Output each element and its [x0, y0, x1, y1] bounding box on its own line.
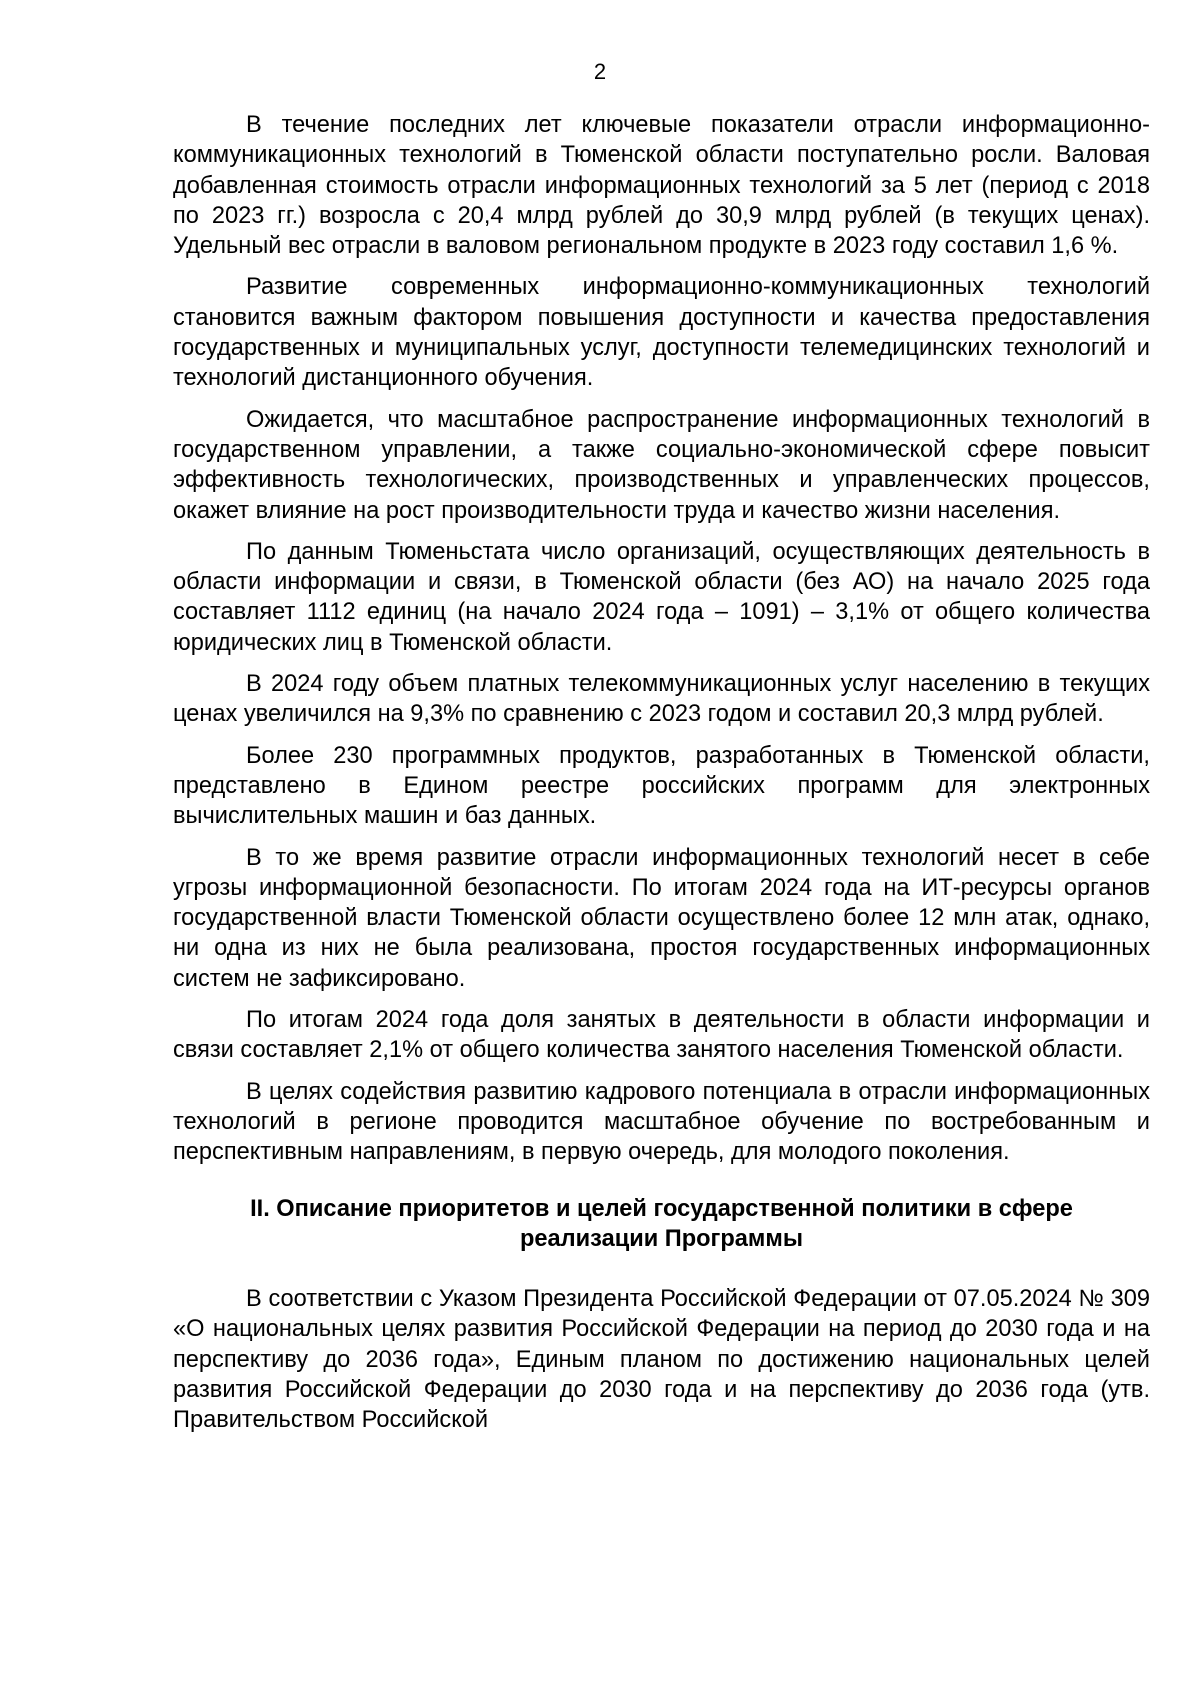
paragraph: В целях содействия развитию кадрового потенциала в отрасли информационных технологий в регионе проводится масштабное обучение по востребованным и перспективным направлениям, в первую очередь, для молодого поколения. [173, 1078, 1150, 1166]
paragraph: По итогам 2024 года доля занятых в деятельности в области информации и связи составляет 2,1% от общего количества занятого населения Тюменской области. [173, 1007, 1150, 1064]
paragraph: В 2024 году объем платных телекоммуникационных услуг населению в текущих ценах увеличился на 9,3% по сравнению с 2023 годом и составил 20,3 млрд рублей. [173, 671, 1150, 728]
paragraph: По данным Тюменьстата число организаций, осуществляющих деятельность в области информации и связи, в Тюменской области (без АО) на начало 2025 года составляет 1112 единиц (на начало 2024 года – 1091) – 3,1% от общего количества юридических лиц в Тюменской области. [173, 538, 1150, 656]
paragraph: В то же время развитие отрасли информационных технологий несет в себе угрозы информационной безопасности. По итогам 2024 года на ИТ-ресурсы органов государственной власти Тюменской области осуществлено более 12 млн атак, однако, ни одна из них не была реализована, простоя государственных информационных систем не зафиксировано. [173, 844, 1150, 992]
section-heading: II. Описание приоритетов и целей государственной политики в сфере реализации Программы [250, 1195, 1073, 1252]
page-number: 2 [593, 59, 607, 84]
paragraph: Развитие современных информационно-коммуникационных технологий становится важным фактором повышения доступности и качества предоставления государственных и муниципальных услуг, доступности телемедицинских технологий и технологий дистанционного обучения. [173, 274, 1150, 392]
document-body [173, 110, 1150, 1447]
paragraph: Ожидается, что масштабное распространение информационных технологий в государственном управлении, а также социально-экономической сфере повысит эффективность технологических, производственных и управленческих процессов, окажет влияние на рост производительности труда и качество жизни населения. [173, 406, 1150, 524]
paragraph: В соответствии с Указом Президента Российской Федерации от 07.05.2024 № 309 «О национальных целях развития Российской Федерации на период до 2030 года и на перспективу до 2036 года», Единым планом по достижению национальных целей развития Российской Федерации до 2030 года и на перспективу до 2036 года (утв. Правительством Российской [173, 1286, 1150, 1434]
paragraph: В течение последних лет ключевые показатели отрасли информационно-коммуникационных технологий в Тюменской области поступательно росли. Валовая добавленная стоимость отрасли информационных технологий за 5 лет (период с 2018 по 2023 гг.) возросла с 20,4 млрд рублей до 30,9 млрд рублей (в текущих ценах). Удельный вес отрасли в валовом региональном продукте в 2023 году составил 1,6 %. [173, 112, 1150, 260]
paragraph: Более 230 программных продуктов, разработанных в Тюменской области, представлено в Едином реестре российских программ для электронных вычислительных машин и баз данных. [173, 742, 1150, 830]
